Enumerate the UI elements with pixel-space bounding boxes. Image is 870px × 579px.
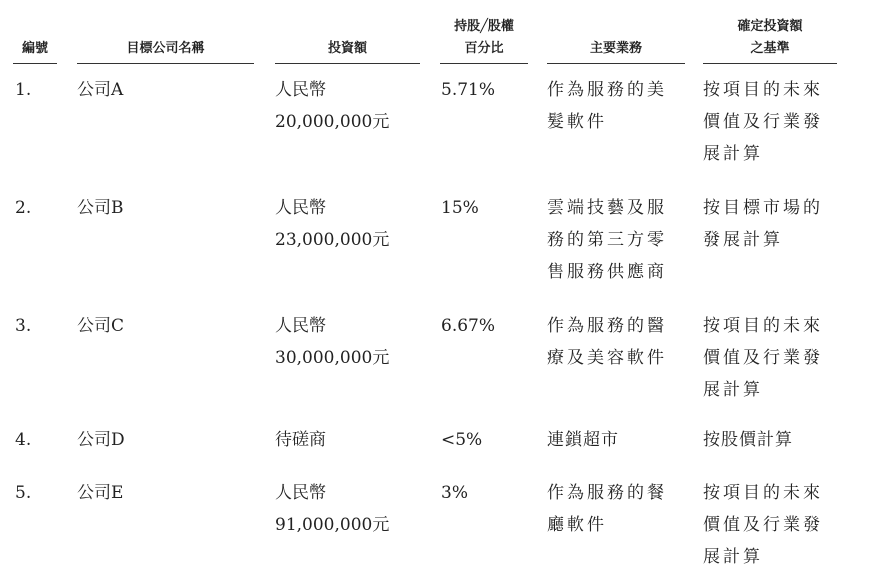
business-line: 療及美容軟件	[547, 348, 667, 368]
business-line: 雲端技藝及服	[547, 198, 667, 218]
header-no	[13, 38, 57, 60]
header-business	[547, 38, 685, 60]
business-line: 務的第三方零	[547, 230, 667, 250]
header-underline	[275, 63, 420, 64]
business-line: 作為服務的美	[547, 80, 667, 100]
basis-line: 價值及行業發	[703, 348, 823, 368]
basis-line: 展計算	[703, 547, 763, 567]
row-number: 5.	[15, 483, 32, 503]
amount-currency: 人民幣	[275, 198, 326, 218]
basis-line: 展計算	[703, 380, 763, 400]
row-number: 3.	[15, 316, 32, 336]
header-business-label: 主要業務	[589, 41, 642, 56]
amount-value: 23,000,000元	[275, 230, 390, 250]
company-name: 公司B	[77, 198, 124, 218]
header-amount	[275, 38, 420, 60]
basis-line: 按目標市場的	[703, 198, 823, 218]
header-underline	[703, 63, 837, 64]
amount-value: 91,000,000元	[275, 515, 390, 535]
basis-line: 價值及行業發	[703, 515, 823, 535]
row-number: 2.	[15, 198, 32, 218]
business-line: 連鎖超市	[547, 430, 619, 450]
amount-currency: 人民幣	[275, 316, 326, 336]
stake-percentage: 15%	[441, 198, 479, 218]
basis-line: 發展計算	[703, 230, 783, 250]
business-line: 髮軟件	[547, 112, 607, 132]
stake-percentage: 5.71%	[441, 80, 496, 100]
header-underline	[77, 63, 254, 64]
header-company-label: 目標公司名稱	[126, 41, 205, 56]
stake-percentage: 3%	[441, 483, 468, 503]
header-amount-label: 投資額	[327, 41, 367, 56]
basis-line: 展計算	[703, 144, 763, 164]
amount-currency: 待磋商	[275, 430, 326, 450]
company-name: 公司C	[77, 316, 125, 336]
basis-line: 按股價計算	[703, 430, 793, 450]
basis-line: 價值及行業發	[703, 112, 823, 132]
company-name: 公司E	[77, 483, 124, 503]
header-underline	[13, 63, 57, 64]
header-company	[77, 38, 254, 60]
amount-currency: 人民幣	[275, 483, 326, 503]
basis-line: 按項目的未來	[703, 80, 823, 100]
company-name: 公司D	[77, 430, 125, 450]
business-line: 作為服務的醫	[547, 316, 667, 336]
header-basis-label-1: 確定投資額	[737, 19, 803, 34]
header-underline	[440, 63, 528, 64]
header-basis	[703, 16, 837, 60]
row-number: 4.	[15, 430, 32, 450]
stake-percentage: <5%	[441, 430, 483, 450]
header-pct	[440, 16, 528, 60]
basis-line: 按項目的未來	[703, 483, 823, 503]
business-line: 售服務供應商	[547, 262, 667, 282]
amount-value: 20,000,000元	[275, 112, 390, 132]
header-no-label: 編號	[21, 41, 48, 56]
stake-percentage: 6.67%	[441, 316, 496, 336]
header-pct-label-2: 百分比	[464, 41, 504, 56]
row-number: 1.	[15, 80, 32, 100]
header-underline	[547, 63, 685, 64]
business-line: 廳軟件	[547, 515, 607, 535]
amount-currency: 人民幣	[275, 80, 326, 100]
business-line: 作為服務的餐	[547, 483, 667, 503]
header-basis-label-2: 之基準	[750, 41, 790, 56]
amount-value: 30,000,000元	[275, 348, 390, 368]
basis-line: 按項目的未來	[703, 316, 823, 336]
company-name: 公司A	[77, 80, 124, 100]
header-pct-label-1: 持股╱股權	[454, 19, 514, 34]
